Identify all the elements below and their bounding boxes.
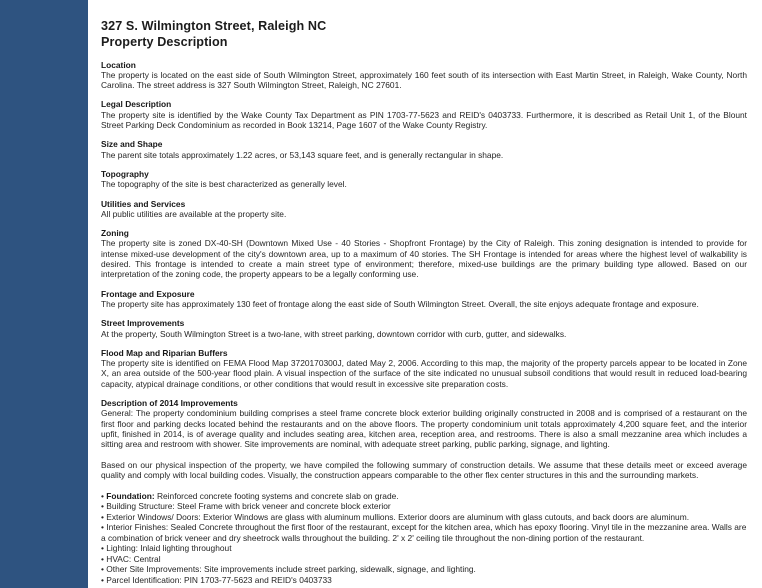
section-heading: Utilities and Services	[101, 198, 186, 209]
section-zoning	[101, 228, 747, 279]
list-item-building-structure	[101, 501, 747, 512]
list-item-text: Interior Finishes: Sealed Concrete throughout the first floor of the restaurant, except for the kitchen area, which has epoxy flooring. Vinyl tile in the mezzanine area. Walls are a combination of brick veneer and dry sheetrock walls throughout the building. 2' x 2' ceiling tile throughout the non-dining portion of the restaurant.	[101, 522, 747, 543]
section-heading: Flood Map and Riparian Buffers	[101, 347, 228, 358]
section-street-improvements	[101, 318, 747, 339]
section-topography	[101, 169, 747, 190]
list-item-interior-finishes	[101, 522, 747, 543]
list-item-text: Parcel Identification: PIN 1703-77-5623 and REID's 0403733	[106, 574, 332, 585]
section-paragraph: The property is located on the east side of South Wilmington Street, approximately 160 feet south of its intersection with East Martin Street, in Raleigh, Wake County, North Carolina. The street address is 327 South Wilmington Street, Raleigh, NC 27601.	[101, 69, 747, 91]
section-paragraph: At the property, South Wilmington Street is a two-lane, with street parking, downtown corridor with curb, gutter, and sidewalks.	[101, 328, 567, 339]
list-item-label: Foundation:	[106, 490, 155, 501]
list-item-text: Building Structure: Steel Frame with brick veneer and concrete block exterior	[106, 501, 391, 512]
list-item-text: Lighting: Inlaid lighting throughout	[106, 543, 232, 554]
section-paragraph: The property site has approximately 130 feet of frontage along the east side of South Wilmington Street. Overall, the site enjoys adequate frontage and exposure.	[101, 298, 699, 309]
section-flood-map-and-riparian-buffers	[101, 348, 747, 389]
section-heading: Size and Shape	[101, 139, 163, 150]
section-heading: Legal Description	[101, 99, 172, 110]
section-paragraph: The property site is zoned DX-40-SH (Downtown Mixed Use - 40 Stories - Shopfront Frontage) by the City of Raleigh. This zoning designation is intended to provide for intense mixed-use development of the city's downtown area, up to a maximum of 40 stories. The SH Frontage is intended for areas where the highest level of walkability is desired. This frontage is intended to create a main street type of environment; therefore, mixed-use buildings are the primary building type allowed. Based on our interpretation of the zoning code, the property appears to be a legally conforming use.	[101, 238, 747, 280]
section-frontage-and-exposure	[101, 289, 747, 310]
section-heading: Location	[101, 59, 136, 70]
list-item-other-site-improvements	[101, 564, 747, 575]
section-heading: Zoning	[101, 228, 129, 239]
list-item-text: Reinforced concrete footing systems and concrete slab on grade.	[154, 490, 399, 501]
section-legal-description	[101, 99, 747, 130]
page-title-line-1: 327 S. Wilmington Street, Raleigh NC	[101, 19, 327, 33]
list-item-foundation	[101, 491, 747, 502]
section-paragraph: The property site is identified by the Wake County Tax Department as PIN 1703-77-5623 and REID's 0403733. Furthermore, it is described as Retail Unit 1, of the Blount Street Parking Deck Condominium as recorded in Book 13214, Page 1607 of the Wake County Registry.	[101, 109, 747, 131]
section-paragraph: The topography of the site is best characterized as generally level.	[101, 179, 347, 190]
section-description-of-2014-improvements	[101, 398, 747, 480]
section-paragraph: The parent site totals approximately 1.22 acres, or 53,143 square feet, and is generally rectangular in shape.	[101, 149, 504, 160]
section-heading: Description of 2014 Improvements	[101, 398, 238, 409]
list-item-exterior-windows-doors	[101, 512, 747, 523]
section-paragraph: The property site is identified on FEMA Flood Map 3720170300J, dated May 2, 2006. According to this map, the majority of the property parcels appear to be located in Zone X, an area outside of the 500-year flood plain. A visual inspection of the surface of the site indicated no unusual subsoil conditions that would result in reduced load-bearing capacity, atypical drainage conditions, or other conditions that would result in excessive site preparation costs.	[101, 358, 747, 389]
list-item-text: HVAC: Central	[106, 553, 161, 564]
section-location	[101, 60, 747, 91]
section-utilities-and-services	[101, 199, 747, 220]
section-heading: Topography	[101, 168, 149, 179]
list-item-text: Other Site Improvements: Site improvements include street parking, sidewalk, signage, and lighting.	[106, 564, 476, 575]
section-paragraph: All public utilities are available at the property site.	[101, 208, 287, 219]
section-paragraph: Based on our physical inspection of the property, we have compiled the following summary of construction details. We assume that these details meet or exceed average quality and comply with local building codes. Visually, the construction appears comparable to the other flex center structures in this and the surrounding markets.	[101, 459, 747, 481]
section-heading: Street Improvements	[101, 318, 185, 329]
construction-details-list	[101, 491, 747, 586]
list-item-lighting	[101, 543, 747, 554]
list-item-hvac	[101, 554, 747, 565]
section-heading: Frontage and Exposure	[101, 288, 195, 299]
page-title-line-2: Property Description	[101, 34, 228, 49]
document-page	[88, 0, 762, 588]
section-paragraph: General: The property condominium building comprises a steel frame concrete block exterior building originally constructed in 2008 and is comprised of a restaurant on the first floor and parking decks located behind the restaurants and on the above floors. The property condominium unit totals approximately 4,200 square feet, and the interior upfit, finished in 2014, is of average quality and includes seating area, kitchen area, reception area, and restrooms. There is also a small mezzanine area which includes a sitting area and restroom with shower. Site improvements are nominal, with adequate street parking, public parking, signage, and lighting.	[101, 408, 747, 450]
list-item-parcel-identification	[101, 575, 747, 586]
page-title	[101, 19, 747, 51]
list-item-text: Exterior Windows/ Doors: Exterior Windows are glass with aluminum mullions. Exterior doors are aluminum with glass cutouts, and back doors are aluminum.	[106, 511, 690, 522]
section-size-and-shape	[101, 139, 747, 160]
left-accent-bar	[0, 0, 88, 588]
